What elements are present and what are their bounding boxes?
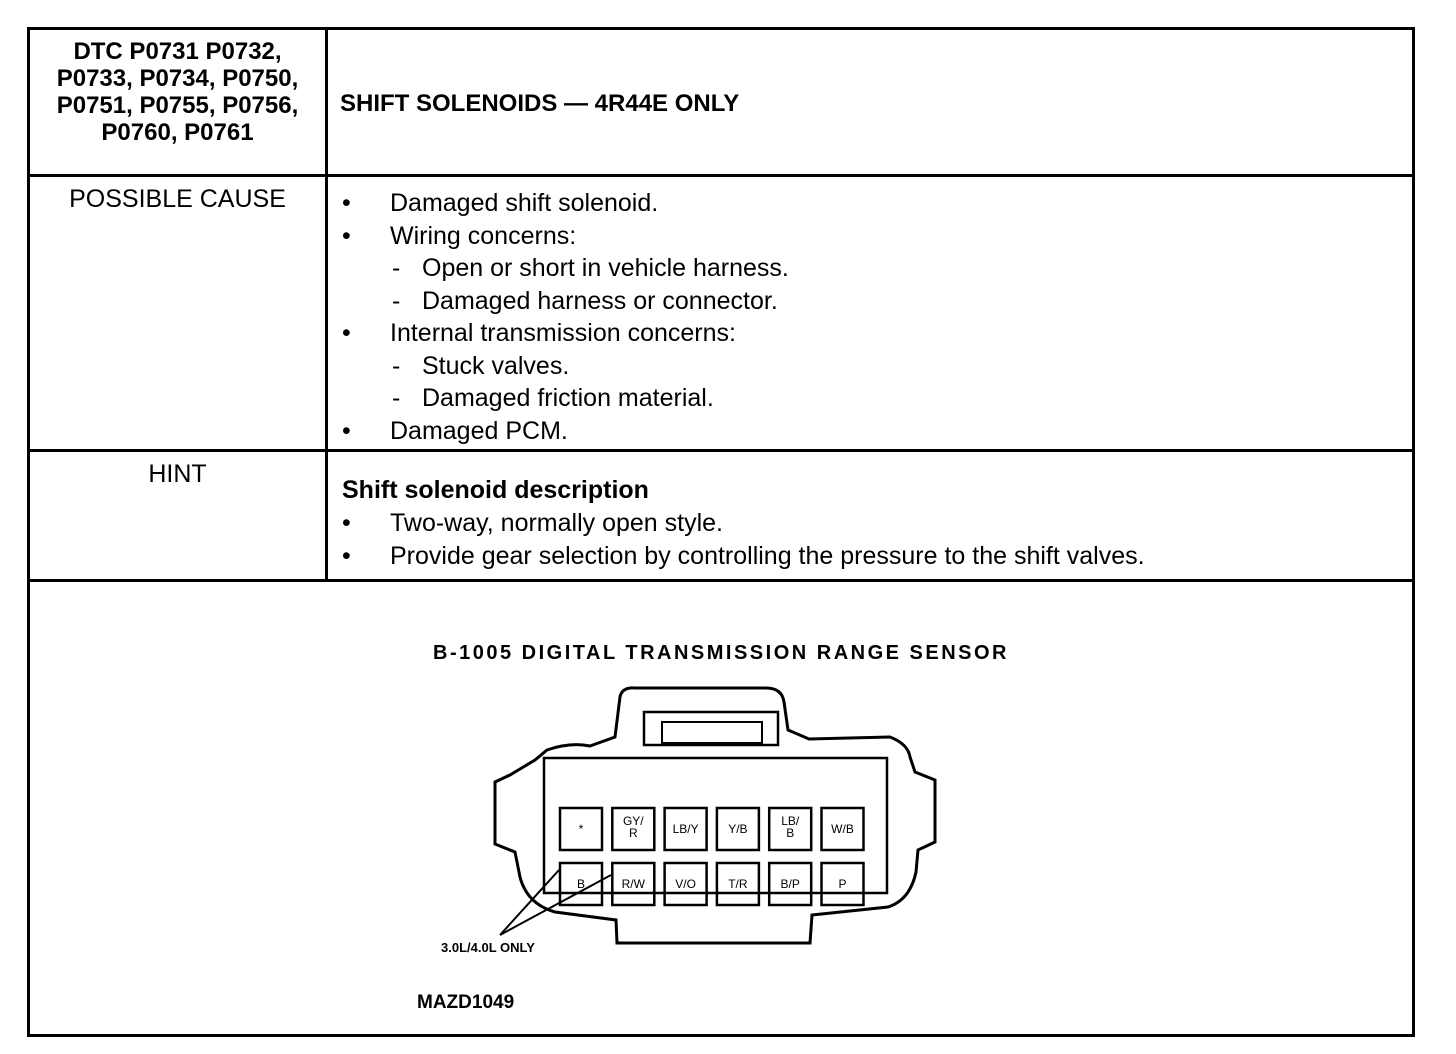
cause-subitem: - Stuck valves. (342, 350, 789, 383)
pin-label: LB/ (781, 814, 800, 828)
connector-latch-inner (662, 722, 762, 743)
dtc-code-line: DTC P0731 P0732, (73, 38, 282, 65)
cause-subitem: - Damaged harness or connector. (342, 285, 789, 318)
pin-label: Y/B (728, 822, 748, 836)
dtc-table (27, 27, 1415, 1037)
dtc-codes (30, 38, 325, 146)
connector-pin (612, 808, 654, 850)
hint-label-cell (30, 452, 328, 579)
connector-pin (822, 808, 864, 850)
possible-cause-label: POSSIBLE CAUSE (69, 185, 286, 213)
callout-label: 3.0L/4.0L ONLY (441, 940, 535, 955)
dtc-title: SHIFT SOLENOIDS — 4R44E ONLY (340, 90, 740, 117)
dtc-code-line: P0733, P0734, P0750, (56, 65, 299, 92)
pin-label: B (786, 826, 795, 840)
dtc-row (30, 30, 1412, 177)
connector-pin (717, 808, 759, 850)
dtc-title-cell (328, 30, 1412, 174)
pin-label: B/P (780, 877, 800, 891)
pin-label: * (578, 822, 584, 836)
pin-label: GY/ (622, 814, 644, 828)
pin-label: P (838, 877, 847, 891)
connector-latch-outer (644, 712, 778, 745)
pin-label: T/R (728, 877, 748, 891)
hint-row (30, 452, 1412, 582)
cause-item: • Wiring concerns: (342, 220, 789, 253)
connector-pin (717, 863, 759, 905)
dtc-code-line: P0751, P0755, P0756, (56, 92, 299, 119)
figure-id: MAZD1049 (417, 992, 515, 1013)
connector-pin (822, 863, 864, 905)
hint-item: • Two-way, normally open style. (342, 507, 1145, 540)
connector-pin (665, 808, 707, 850)
pin-label: R (628, 826, 638, 840)
diagram-title: B-1005 DIGITAL TRANSMISSION RANGE SENSOR (433, 642, 1009, 664)
possible-cause-content-cell (328, 177, 1412, 449)
connector-pin (769, 808, 811, 850)
connector-pin (769, 863, 811, 905)
hint-label: HINT (148, 460, 207, 488)
possible-cause-label-cell (30, 177, 328, 449)
connector-diagram (30, 582, 1412, 1034)
dtc-code-line: P0760, P0761 (101, 119, 254, 146)
pin-label: LB/Y (672, 822, 699, 836)
connector-drawing (30, 582, 1412, 1034)
connector-pin (560, 808, 602, 850)
pin-label: V/O (675, 877, 696, 891)
possible-cause-row (30, 177, 1412, 452)
cause-item: • Damaged shift solenoid. (342, 187, 789, 220)
pin-label: B (576, 877, 586, 891)
cause-item: • Internal transmission concerns: (342, 317, 789, 350)
pin-label: R/W (621, 877, 645, 891)
hint-item: • Provide gear selection by controlling the pressure to the shift valves. (342, 540, 1145, 573)
dtc-codes-cell (30, 30, 328, 174)
hint-list (342, 507, 1145, 572)
callout-line (500, 870, 559, 935)
cause-subitem: - Damaged friction material. (342, 382, 789, 415)
connector-pin (612, 863, 654, 905)
possible-cause-list (342, 187, 789, 447)
hint-heading: Shift solenoid description (342, 476, 649, 504)
hint-content-cell (328, 452, 1412, 579)
cause-subitem: - Open or short in vehicle harness. (342, 252, 789, 285)
pins-group (560, 808, 864, 905)
pin-label: W/B (831, 822, 854, 836)
cause-item: • Damaged PCM. (342, 415, 789, 448)
connector-pin (665, 863, 707, 905)
